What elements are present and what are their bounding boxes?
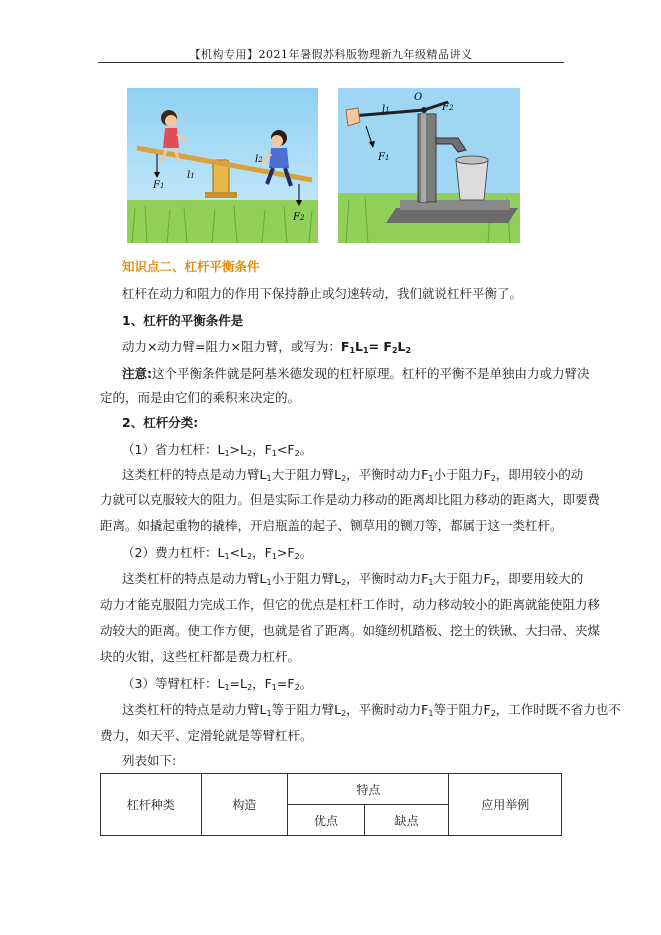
class2-title: （2）费力杠杆：$L_1<L_2$，$F_1>F_2$。: [122, 545, 313, 561]
right-f2-label: F: [442, 102, 449, 113]
list-intro: 列表如下:: [122, 753, 177, 768]
svg-text:F1: F1: [378, 152, 390, 163]
lever-table: [100, 773, 562, 836]
th-examples: 应用举例: [449, 774, 562, 836]
formula-line: [122, 339, 411, 359]
heading-balance-condition: 1、杠杆的平衡条件是: [122, 313, 244, 328]
class1-line-3: 距离。如撬起重物的撬棒，开启瓶盖的起子、铡草用的铡刀等，都属于这一类杠杆。: [100, 518, 563, 533]
formula-text: 动力×动力臂=阻力×阻力臂，或写为：: [122, 339, 341, 354]
intro-text: 杠杆在动力和阻力的作用下保持静止或匀速转动，我们就说杠杆平衡了。: [122, 286, 523, 301]
left-f1-label: F: [153, 180, 160, 191]
class3-line-2: 费力，如天平、定滑轮就是等臂杠杆。: [100, 728, 313, 743]
right-f1-label: F: [378, 152, 385, 163]
class2-line-2: 动力才能克服阻力完成工作，但它的优点是杠杆工作时，动力移动较小的距离就能使阻力移: [100, 597, 601, 612]
th-type: 杠杆种类: [101, 774, 202, 836]
th-cons: 缺点: [364, 805, 449, 836]
class3-line-1: 这类杠杆的特点是动力臂$L_1$等于阻力臂$L_2$，平衡时动力$F_1$等于阻力$F_2$，工作时既不省力也不: [122, 702, 621, 718]
note-line-2: 定的，而是由它们的乘积来决定的。: [100, 390, 301, 405]
section-title: 知识点二、杠杆平衡条件: [122, 259, 260, 274]
left-f2-label: F: [293, 212, 300, 223]
page-header: 【机构专用】2021年暑假苏科版物理新九年级精品讲义: [189, 48, 473, 61]
th-pros: 优点: [288, 805, 365, 836]
left-l2-label: l: [255, 154, 259, 165]
svg-text:F1: F1: [153, 180, 165, 191]
class1-title: （1）省力杠杆：$L_1>L_2$，$F_1<F_2$。: [122, 442, 313, 458]
svg-text:F2: F2: [442, 102, 454, 113]
class2-line-3: 动较大的距离。使工作方便，也就是省了距离。如缝纫机踏板、挖土的铁锹、大扫帚、夹煤: [100, 623, 601, 638]
svg-text:l1: l1: [382, 104, 390, 115]
note-line-1: 注意:这个平衡条件就是阿基米德发现的杠杆原理。杠杆的平衡不是单独由力或力臂决: [122, 366, 590, 381]
th-structure: 构造: [201, 774, 288, 836]
right-l1-label: l: [382, 104, 386, 115]
th-features: 特点: [288, 774, 449, 805]
class2-line-4: 块的火钳，这些杠杆都是费力杠杆。: [100, 649, 301, 664]
formula: $F_1L_1= F_2L_2$: [340, 339, 412, 355]
left-l1-label: l: [187, 170, 191, 181]
svg-text:l1: l1: [187, 170, 195, 181]
svg-text:l2: l2: [255, 154, 263, 165]
right-o-label: O: [414, 92, 423, 103]
class3-title: （3）等臂杠杆：$L_1=L_2$，$F_1=F_2$。: [122, 676, 313, 692]
heading-classification: 2、杠杆分类:: [122, 415, 199, 430]
class1-line-1: 这类杠杆的特点是动力臂$L_1$大于阻力臂$L_2$，平衡时动力$F_1$小于阻力$F_2$，即用较小的动: [122, 467, 584, 483]
svg-text:F2: F2: [293, 212, 305, 223]
class2-line-1: 这类杠杆的特点是动力臂$L_1$小于阻力臂$L_2$，平衡时动力$F_1$大于阻力$F_2$，即要用较大的: [122, 571, 584, 587]
pump-figure: [338, 88, 520, 243]
note-label: 注意:: [122, 366, 152, 381]
header-rule: [98, 62, 564, 63]
seesaw-figure: [127, 88, 318, 243]
class1-line-2: 力就可以克服较大的阻力。但是实际工作是动力移动的距离却比阻力移动的距离大，即要费: [100, 492, 601, 507]
